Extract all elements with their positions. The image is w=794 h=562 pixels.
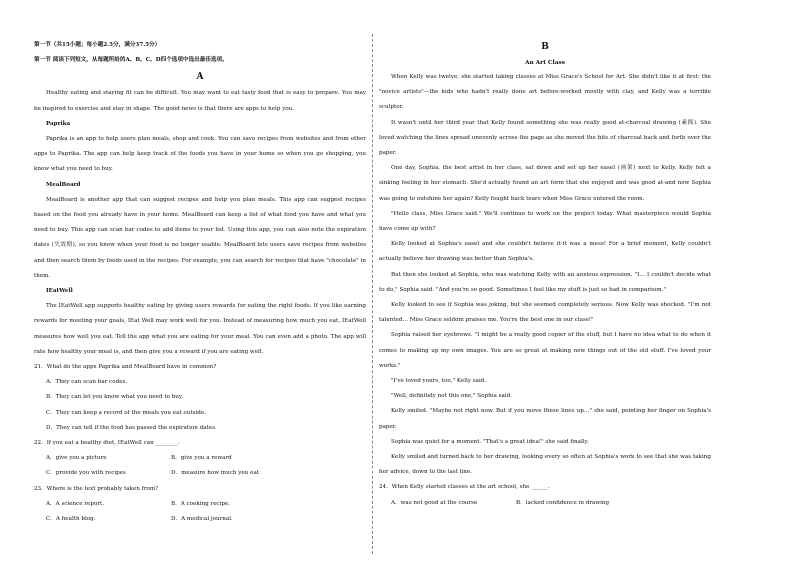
passage-b-p9: "I've loved yours, too," Kelly said.: [391, 378, 487, 385]
section-title: 第一节（共15小题；每小题2.5分，满分37.5分）: [34, 42, 161, 48]
question-24: 24．When Kelly started classes at the art school, she ______.: [379, 484, 550, 491]
q23-option-b: B．A cooking recipe.: [171, 500, 231, 507]
section-instruction: 第一节 阅读下列短文，从每题所给的A、B、C、D四个选项中选出最佳选项。: [34, 57, 228, 64]
q23-options-row-1: [34, 497, 366, 512]
passage-b-p4: "Hello class, Miss Grace said." We'll continue to work on the project today. What masterpiece would Sophia have come up with?: [379, 210, 711, 233]
mealboard-paragraph: MealBoard is another app that can suggest recipes and help you plan meals. This app can suggest recipes based on the food you already have in your home. MealBoard can keep a list of what food you have and what you need to buy. This app can scan bar codes to add items to your list. Using this app, you can also note the expiration dates (失效期), so you know when your food is no longer usable. MealBoard lets users save recipes from websites and then search them by foods used in the recipes. For example, you can search for recipes that have "chocolate" in them.: [34, 196, 366, 279]
q21-option-b: B．They can let you know what you need to buy.: [46, 394, 184, 401]
q23-options-row-2: [34, 512, 366, 527]
passage-b-p5: Kelly looked at Sophia's easel and she couldn't believe it-it was a mess! For a brief moment, Kelly couldn't actually believe her drawing was better than Sophia's.: [379, 241, 711, 263]
q22-options-row-1: [34, 451, 366, 466]
q22-option-d: D．measure how much you eat: [171, 470, 260, 477]
q23-option-a: A．A science report.: [46, 500, 105, 507]
q21-option-d: D．They can tell if the food has passed the expiration dates.: [46, 424, 217, 431]
paprika-heading: Paprika: [46, 120, 71, 127]
passage-b-p8: Sophia raised her eyebrows. "I might be a really good copier of the stuff, but I have no idea what to do when it comes to making up my own images. You are so great at making new things out of the old stuff. I've loved your works.": [379, 332, 711, 369]
passage-b-p12: Sophia was quiet for a moment. "That's a great idea!" she said finally.: [391, 438, 589, 445]
paprika-paragraph: Paprika is an app to help users plan meals, shop and cook. You can save recipes from websites and from other apps to Paprika. The app can help keep track of the foods you have in your home so when you go shopping, you know what you need to buy.: [34, 136, 366, 173]
q24-options-row-1: [379, 496, 711, 511]
q22-option-c: C．provide you with recipes: [46, 470, 126, 477]
passage-b-p11: Kelly smiled. "Maybe not right now. But if you move these lines up…" she said, pointing her finger on Sophia's paper.: [379, 408, 711, 430]
passage-b-p1: When Kelly was twelve, she started taking classes at Miss Grace's School for Art. She didn't like it at first: the "novice artists"—the kids who hadn't really done art before-worked mostly with clay, and Kelly was a terrible sculptor.: [379, 74, 711, 111]
q23-option-c: C．A health blog.: [46, 516, 96, 523]
passage-b-p6: But then she looked at Sophia, who was watching Kelly with an anxious expression. "I… I couldn't decide what to do," Sophia said. "And you're so good. Sometimes I feel like my stuff is just so bad in comparison.": [379, 271, 711, 293]
passage-a-label: A: [196, 72, 204, 83]
q24-option-b: B．lacked confidence in drawing: [516, 499, 610, 506]
question-22: 22．If you eat a healthy diet, IEatWell can ________.: [34, 440, 180, 447]
q22-option-b: B．give you a reward: [171, 455, 232, 462]
right-column: [379, 38, 711, 511]
q24-option-a: A．was not good at the course: [391, 499, 478, 506]
q22-options-row-2: [34, 466, 366, 481]
column-divider: [372, 34, 373, 554]
passage-b-title: An Art Class: [524, 60, 566, 66]
q21-option-c: C．They can keep a record of the meals you eat outside.: [46, 409, 206, 416]
question-23: 23．Where is the text probably taken from?: [34, 485, 159, 492]
q22-option-a: A．give you a picture: [46, 455, 107, 462]
passage-a-intro: Healthy eating and staying fit can be difficult. You may want to eat tasty food that is easy to prepare. You may be inspired to exercise and stay in shape. The good news is that there are apps to help you.: [34, 90, 366, 112]
q23-option-d: D．A medical journal.: [171, 516, 233, 523]
passage-b-p7: Kelly looked to see if Sophia was joking, but she seemed completely serious. Now Kelly was shocked. "I'm not talented… Miss Grace seldom praises me. You're the best one in our class!": [379, 302, 711, 324]
passage-b-p2: It wasn't until her third year that Kelly found something she was really good at-charcoal drawing (素描). She loved watching the lines spread unevenly across the page as she moved the bits of charcoal back and forth over the paper.: [379, 119, 711, 157]
left-column: [34, 38, 366, 527]
passage-b-p3: One day, Sophia, the best artist in her class, sat down and set up her easel (画架) next to Kelly. Kelly felt a sinking feeling in her stomach. She'd actually found an art form that she enjoyed and was good at-and now Sophia was going to outshine her again? Kelly fought back tears when Miss Grace entered the room.: [379, 165, 711, 202]
passage-b-label: B: [541, 42, 549, 52]
question-21: 21．What do the apps Paprika and MealBoard have in common?: [34, 364, 217, 371]
mealboard-heading: MealBoard: [46, 181, 81, 188]
ieatwell-heading: IEatWell: [46, 288, 73, 295]
passage-b-p13: Kelly smiled and turned back to her drawing, looking every so often at Sophia's work to see that she was taking her advice, down to the last line.: [379, 454, 711, 476]
passage-b-p10: "Well, definitely not this one," Sophia said.: [391, 393, 512, 400]
q21-option-a: A．They can scan bar codes.: [46, 379, 128, 386]
ieatwell-paragraph: The IEatWell app supports healthy eating by giving users rewards for eating the right foods. If you like earning rewards for meeting your goals, IEat Well may work well for you. Instead of measuring how much you eat, IEatWell measures how well you eat. Tell the app what you are eating for your meal. You can even add a photo. The app will rate how healthy your meal is, and then give you a reward if you are eating well.: [34, 303, 366, 355]
